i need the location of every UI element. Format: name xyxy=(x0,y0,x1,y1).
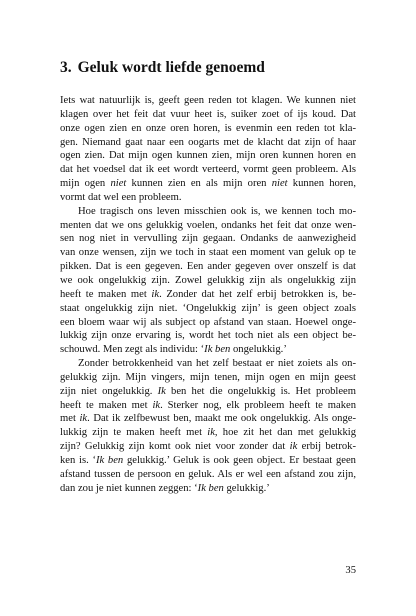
text-run: ongelukkig.’ xyxy=(230,344,287,356)
text-line xyxy=(60,288,356,302)
chapter-title: Geluk wordt liefde genoemd xyxy=(77,59,265,76)
text-run: lukkig zijn te maken heeft met xyxy=(60,427,208,439)
text-line xyxy=(60,468,356,482)
text-run: kunnen horen, xyxy=(287,178,356,190)
text-line xyxy=(60,191,356,205)
paragraph xyxy=(60,205,356,357)
text-line xyxy=(60,440,356,454)
text-run: zijn? Gelukkig zijn komt ook niet voor zonder dat xyxy=(60,441,290,453)
emphasis-text: Ik ben xyxy=(204,344,231,356)
text-line xyxy=(60,274,356,288)
text-run: heeft te maken met xyxy=(60,399,153,411)
paragraph xyxy=(60,94,356,205)
text-run: Iets wat natuurlijk is, geeft geen reden tot klagen. We kunnen niet xyxy=(60,95,356,106)
text-run: vormt dat wel een probleem. xyxy=(60,191,182,203)
text-run: lukkig zijn onze ervaring is, wordt het toch niet als een object be- xyxy=(60,330,356,342)
text-run: klagen over het feit dat vuur heet is, suiker zoet of ijs koud. Dat xyxy=(60,108,356,120)
text-run: mijn ogen xyxy=(60,178,111,190)
emphasis-text: ik xyxy=(79,413,88,425)
text-line xyxy=(60,246,356,260)
text-line xyxy=(60,302,356,316)
paragraph xyxy=(60,357,356,495)
text-line xyxy=(60,177,356,191)
text-run: , hoe zit het dan met gelukkig xyxy=(214,427,357,439)
text-line xyxy=(60,399,356,413)
text-line xyxy=(60,232,356,246)
text-line xyxy=(60,385,356,399)
text-line xyxy=(60,371,356,385)
text-run: ben het die ongelukkig is. Het probleem xyxy=(165,385,356,397)
text-run: gelukkig.’ Geluk is ook geen object. Er bestaat geen xyxy=(123,454,356,466)
text-run: een bloem waar wij als subject op afstand van staan. Hoewel onge- xyxy=(60,316,356,328)
text-run: afstand tussen de persoon en geluk. Als er wel een afstand zou zijn, xyxy=(60,468,356,480)
text-run: . Zonder dat het zelf erbij betrokken is, be- xyxy=(159,288,356,300)
text-line xyxy=(60,163,356,177)
emphasis-text: Ik xyxy=(157,385,166,397)
text-line xyxy=(60,260,356,274)
text-run: staat ongelukkig zijn niet. ‘Ongelukkig zijn’ is geen object zoals xyxy=(60,302,356,314)
text-line xyxy=(60,426,356,440)
emphasis-text: Ik ben xyxy=(95,454,124,466)
text-run: onze ogen zien en onze oren horen, is evenmin een reden tot kla- xyxy=(60,122,356,134)
text-run: heeft te maken met xyxy=(60,288,152,300)
body-text xyxy=(60,94,356,495)
text-run: van onze wensen, zijn we toch in staat een moment van geluk op te xyxy=(60,247,356,259)
text-line xyxy=(60,205,356,219)
text-run: menten dat we ons gelukkig voelen, ondanks het feit dat onze wen- xyxy=(60,219,356,231)
text-run: ogen zien. Dat mijn ogen kunnen zien, mijn oren kunnen horen en xyxy=(60,150,356,162)
text-line xyxy=(60,482,356,496)
text-line xyxy=(60,316,356,330)
emphasis-text: Ik ben xyxy=(197,482,224,494)
chapter-heading xyxy=(60,58,360,78)
text-line xyxy=(60,136,356,150)
text-run: . Sterker nog, elk probleem heeft te maken xyxy=(160,399,356,411)
text-line xyxy=(60,343,356,357)
text-line xyxy=(60,108,356,122)
text-run: erbij betrok- xyxy=(297,441,356,453)
text-run: Hoe tragisch ons leven misschien ook is, we kennen toch mo- xyxy=(78,205,356,217)
emphasis-text: ik xyxy=(207,427,215,439)
text-run: schouwd. Men zegt als individu: ‘ xyxy=(60,344,205,356)
text-run: gelukkig.’ xyxy=(223,482,270,494)
text-run: Zonder betrokkenheid van het zelf bestaat er niet zoiets als on- xyxy=(78,358,356,370)
text-line xyxy=(60,357,356,371)
text-run: met xyxy=(60,413,80,425)
page-number: 35 xyxy=(345,565,356,576)
text-run: gen. Niemand gaat naar een oogarts met de klacht dat zijn of haar xyxy=(60,136,356,148)
text-run: ken is. ‘ xyxy=(60,454,96,466)
text-run: sen nog niet in vervulling zijn gegaan. Ondanks de aanwezigheid xyxy=(60,233,356,245)
emphasis-text: ik xyxy=(289,441,298,453)
text-run: pikken. Dat is een gegeven. Een ander gegeven over onszelf is dat xyxy=(60,261,356,273)
emphasis-text: ik xyxy=(151,288,160,300)
text-line xyxy=(60,94,356,108)
text-run: dat het voedsel dat ik eet wordt verteerd, vormt geen probleem. Als xyxy=(60,164,356,176)
text-run: gelukkig zijn. Mijn vingers, mijn tenen, mijn ogen en mijn geest xyxy=(60,371,356,383)
emphasis-text: ik xyxy=(152,399,161,411)
text-run: dan zou je niet kunnen zeggen: ‘ xyxy=(60,482,198,494)
text-run: zijn niet ongelukkig. xyxy=(60,385,158,397)
text-line xyxy=(60,122,356,136)
emphasis-text: niet xyxy=(271,178,288,190)
text-line xyxy=(60,329,356,343)
text-run: we ook ongelukkig zijn. Zowel gelukkig zijn als ongelukkig zijn xyxy=(60,274,356,286)
text-line xyxy=(60,454,356,468)
chapter-number: 3. xyxy=(60,59,72,76)
text-run: . Dat ik zelfbewust ben, maakt me ook ongelukkig. Als onge- xyxy=(87,413,356,425)
text-run: kunnen zien en als mijn oren xyxy=(126,178,272,190)
text-line xyxy=(60,219,356,233)
text-line xyxy=(60,149,356,163)
text-line xyxy=(60,412,356,426)
emphasis-text: niet xyxy=(110,178,127,190)
